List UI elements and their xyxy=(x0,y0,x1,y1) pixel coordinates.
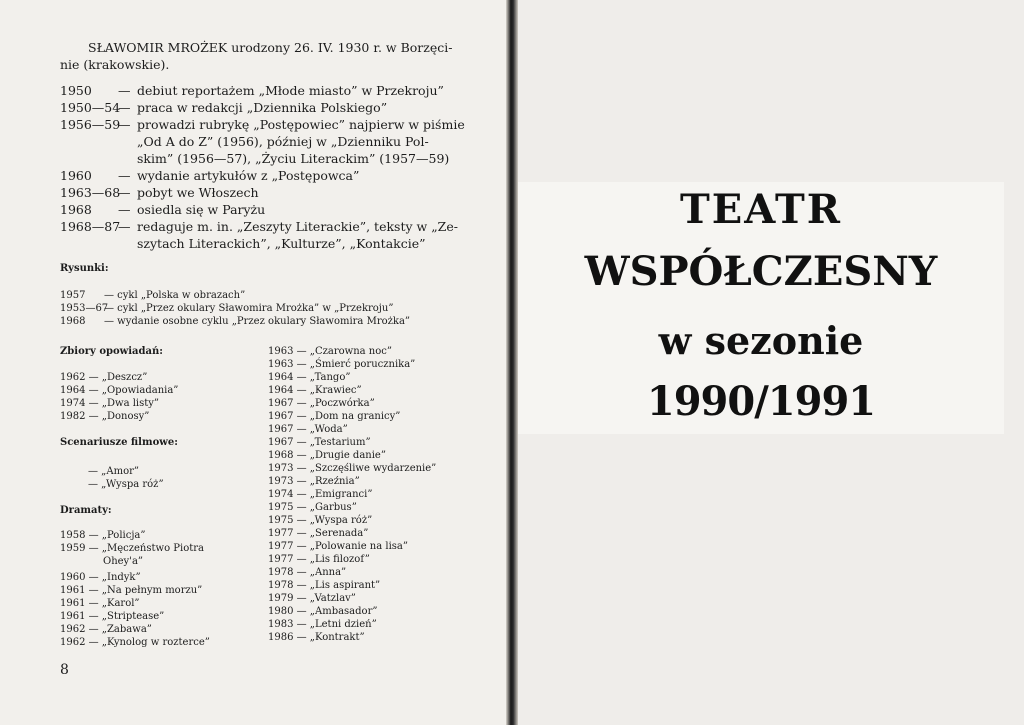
bio-year: 1956—59 xyxy=(60,117,121,132)
drawings-year: 1953—67 xyxy=(60,303,109,314)
stories-item: 1964 — „Opowiadania” xyxy=(60,385,179,396)
drama-item: 1975 — „Wyspa róż” xyxy=(268,515,373,526)
drawings-year: 1957 xyxy=(60,290,86,301)
drama-item: 1977 — „Polowanie na lisa” xyxy=(268,541,408,552)
bio-intro-line-2: nie (krakowskie). xyxy=(60,57,170,72)
bio-dash: — xyxy=(118,117,131,132)
drama-item: 1962 — „Zabawa” xyxy=(60,624,152,635)
drama-item: 1962 — „Kynolog w rozterce” xyxy=(60,637,210,648)
drama-item: 1963 — „Śmierć porucznika” xyxy=(268,359,416,370)
drama-item: 1960 — „Indyk” xyxy=(60,572,141,583)
scripts-item: — „Amor” xyxy=(88,466,139,477)
title-wspolczesny: WSPÓŁCZESNY xyxy=(584,248,938,295)
bio-dash: — xyxy=(118,100,131,115)
drama-item: 1967 — „Poczwórka” xyxy=(268,398,375,409)
drama-item: 1983 — „Letni dzień” xyxy=(268,619,377,630)
bio-year: 1950—54 xyxy=(60,100,121,115)
drama-item: 1958 — „Policja” xyxy=(60,530,146,541)
bio-text: pobyt we Włoszech xyxy=(137,185,259,200)
bio-text: szytach Literackich”, „Kulturze”, „Kontakcie” xyxy=(137,236,426,251)
drama-item: 1973 — „Szczęśliwe wydarzenie” xyxy=(268,463,437,474)
title-season-years: 1990/1991 xyxy=(646,378,876,425)
drama-item: 1967 — „Woda” xyxy=(268,424,348,435)
stories-heading: Zbiory opowiadań: xyxy=(60,346,163,357)
drawings-text: — cykl „Przez okulary Sławomira Mrożka” w „Przekroju” xyxy=(104,303,394,314)
bio-year: 1950 xyxy=(60,83,92,98)
bio-dash: — xyxy=(118,83,131,98)
bio-year: 1968 xyxy=(60,202,92,217)
scripts-heading: Scenariusze filmowe: xyxy=(60,437,178,448)
stories-item: 1974 — „Dwa listy” xyxy=(60,398,160,409)
drama-item: 1959 — „Męczeństwo Piotra xyxy=(60,543,204,554)
bio-dash: — xyxy=(118,202,131,217)
title-teatr: TEATR xyxy=(679,186,843,233)
drama-item: 1973 — „Rzeźnia” xyxy=(268,476,360,487)
dramas-heading: Dramaty: xyxy=(60,505,112,516)
bio-dash: — xyxy=(118,185,131,200)
bio-dash: — xyxy=(118,219,131,234)
stories-item: 1982 — „Donosy” xyxy=(60,411,150,422)
drama-item: 1961 — „Striptease” xyxy=(60,611,165,622)
bio-text: redaguje m. in. „Zeszyty Literackie”, teksty w „Ze- xyxy=(137,219,458,234)
bio-dash: — xyxy=(118,168,131,183)
bio-text: „Od A do Z” (1956), później w „Dzienniku Pol- xyxy=(137,134,429,149)
drawings-year: 1968 xyxy=(60,316,86,327)
bio-text: debiut reportażem „Młode miasto” w Przekroju” xyxy=(137,83,444,98)
drama-item: 1978 — „Lis aspirant” xyxy=(268,580,381,591)
drama-item: 1980 — „Ambasador” xyxy=(268,606,378,617)
drama-item: 1978 — „Anna” xyxy=(268,567,347,578)
drama-item: 1964 — „Tango” xyxy=(268,372,351,383)
bio-text: osiedla się w Paryżu xyxy=(137,202,266,217)
drawings-heading: Rysunki: xyxy=(60,263,109,274)
drama-item: 1979 — „Vatzlav” xyxy=(268,593,356,604)
drawings-text: — cykl „Polska w obrazach” xyxy=(104,290,246,301)
bio-text: wydanie artykułów z „Postępowca” xyxy=(137,168,360,183)
bio-year: 1968—87 xyxy=(60,219,121,234)
drama-item: 1963 — „Czarowna noc” xyxy=(268,346,392,357)
bio-year: 1963—68 xyxy=(60,185,121,200)
bio-year: 1960 xyxy=(60,168,92,183)
drama-item: 1975 — „Garbus” xyxy=(268,502,357,513)
drawings-text: — wydanie osobne cyklu „Przez okulary Sławomira Mrożka” xyxy=(104,316,411,327)
drama-item: 1961 — „Karol” xyxy=(60,598,140,609)
drama-item: 1967 — „Dom na granicy” xyxy=(268,411,401,422)
drama-item: 1961 — „Na pełnym morzu” xyxy=(60,585,203,596)
drama-item: 1986 — „Kontrakt” xyxy=(268,632,365,643)
drama-item: 1974 — „Emigranci” xyxy=(268,489,373,500)
bio-intro-line-1: SŁAWOMIR MROŻEK urodzony 26. IV. 1930 r. w Borzęci- xyxy=(88,40,453,55)
drama-item: Ohey'a” xyxy=(103,556,144,567)
bio-text: praca w redakcji „Dziennika Polskiego” xyxy=(137,100,388,115)
page-number: 8 xyxy=(60,662,69,678)
bio-text: skim” (1956—57), „Życiu Literackim” (1957—59) xyxy=(137,151,450,166)
book-spine xyxy=(506,0,518,725)
drama-item: 1967 — „Testarium” xyxy=(268,437,371,448)
drama-item: 1977 — „Serenada” xyxy=(268,528,369,539)
drama-item: 1977 — „Lis filozof” xyxy=(268,554,370,565)
drama-item: 1964 — „Krawiec” xyxy=(268,385,362,396)
drama-item: 1968 — „Drugie danie” xyxy=(268,450,386,461)
scripts-item: — „Wyspa róż” xyxy=(88,479,164,490)
title-season-label: w sezonie xyxy=(658,318,864,363)
bio-text: prowadzi rubrykę „Postępowiec” najpierw w piśmie xyxy=(137,117,465,132)
stories-item: 1962 — „Deszcz” xyxy=(60,372,148,383)
